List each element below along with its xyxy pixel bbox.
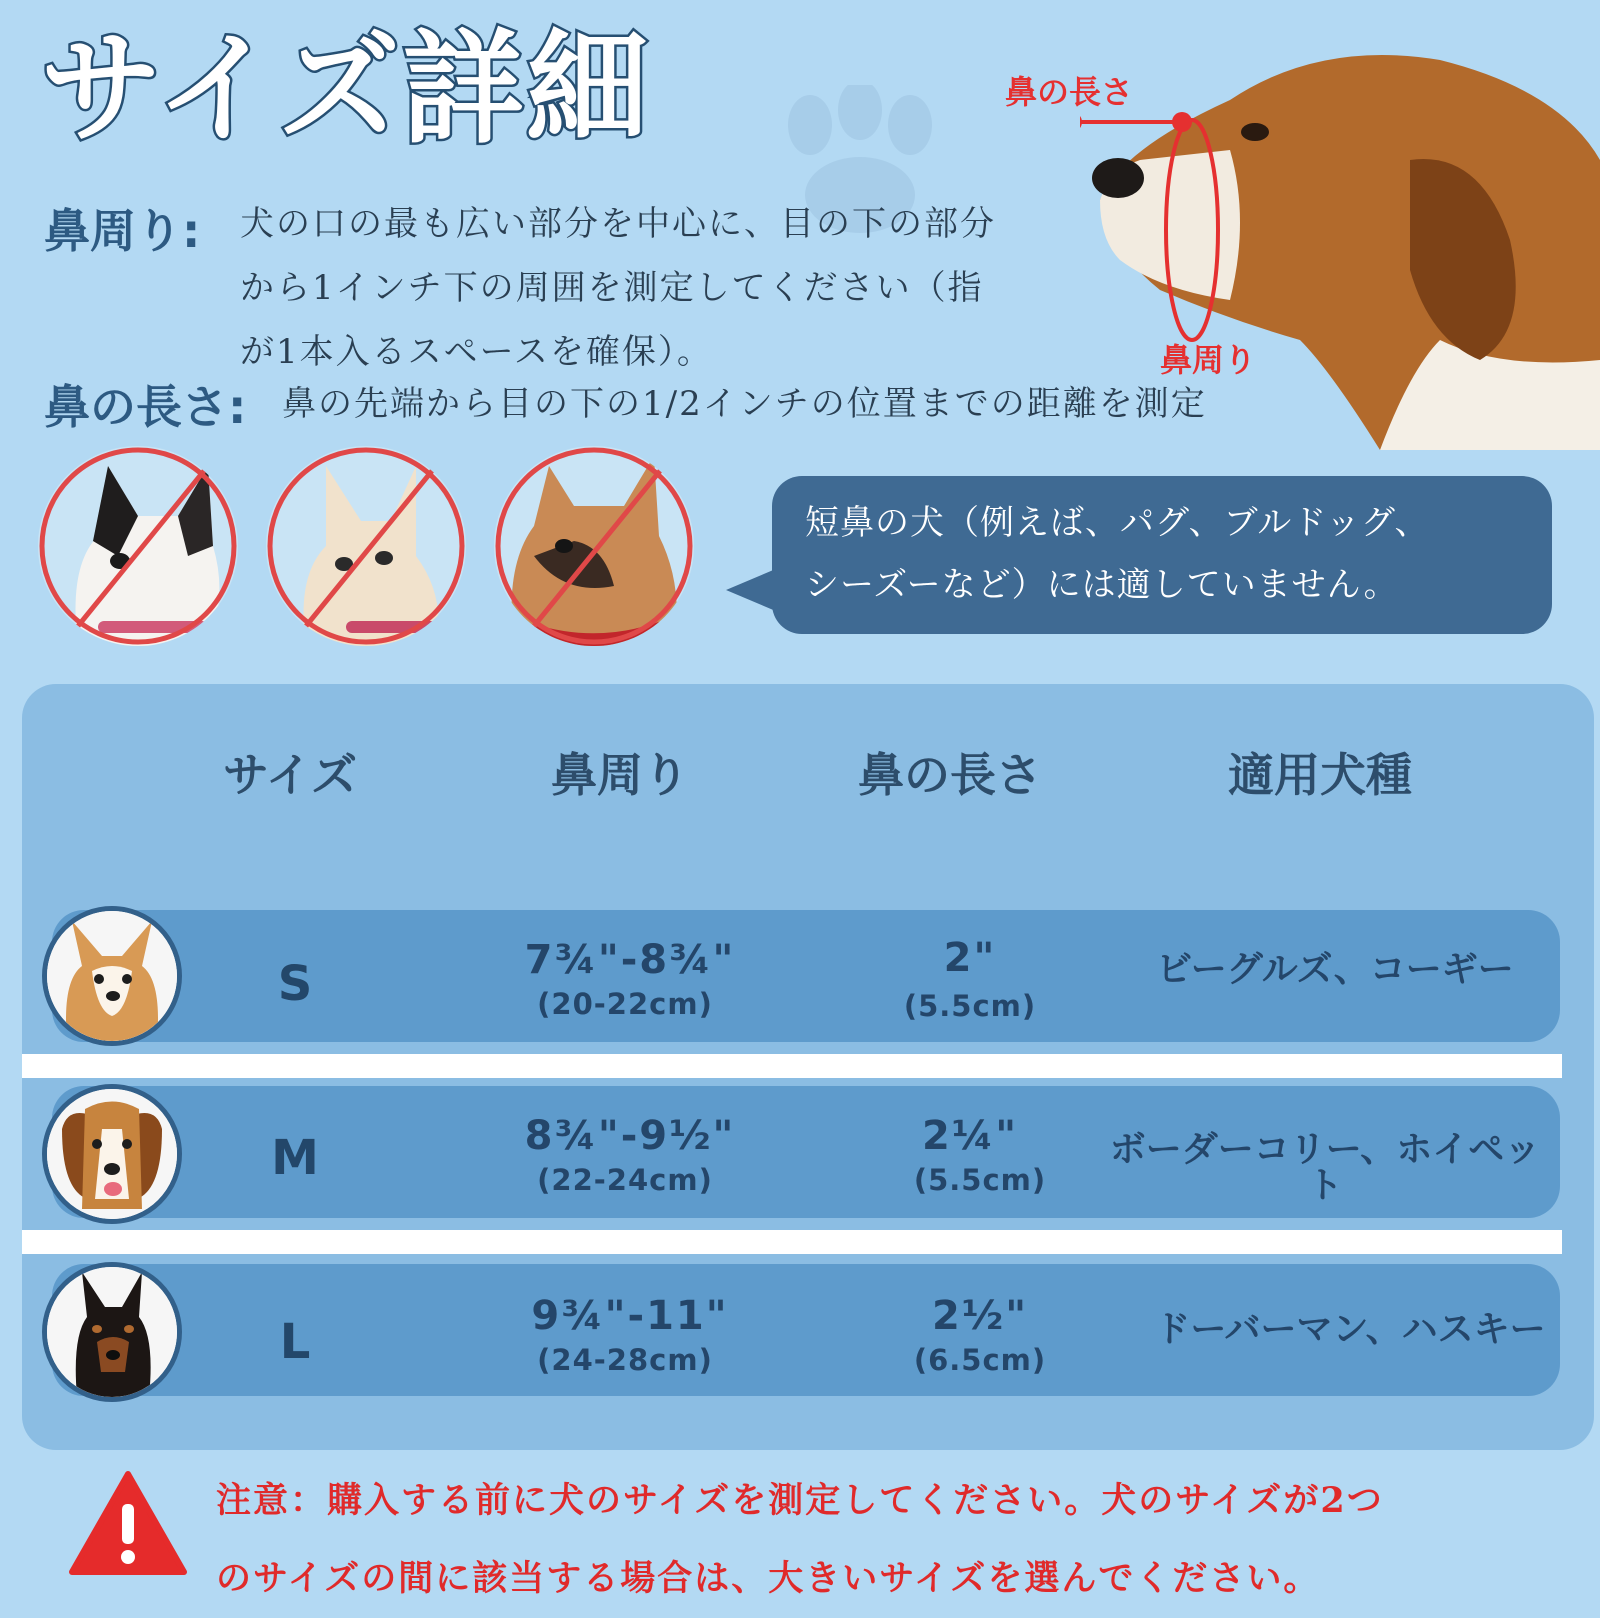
prohibited-dog-icon: [494, 446, 694, 646]
girth-l: 9¾"-11": [531, 1293, 729, 1339]
beagle-icon: [47, 1089, 177, 1219]
diagram-girth-label: 鼻周り: [1160, 341, 1257, 379]
frenchie-fawn-not-suitable: [494, 446, 694, 646]
girth-cm-s: (20-22cm): [537, 987, 713, 1021]
girth-s: 7¾"-8¾": [524, 937, 736, 983]
length-m: 2¼": [921, 1113, 1019, 1159]
header-size: サイズ: [222, 748, 358, 802]
not-suitable-message: [805, 492, 1545, 616]
muzzle-girth-line-1: 犬の口の最も広い部分を中心に、目の下の部分: [240, 204, 996, 244]
length-cm-m: (5.5cm): [913, 1163, 1047, 1197]
length-cm-l: (6.5cm): [913, 1343, 1047, 1377]
doberman-avatar: [42, 1262, 182, 1402]
beagle-avatar: [42, 1084, 182, 1224]
muzzle-girth-text: [240, 192, 1140, 384]
muzzle-girth-line-3: が1本入るスペースを確保）。: [240, 332, 713, 372]
girth-cm-l: (24-28cm): [537, 1343, 713, 1377]
notice-line-1: 注意：購入する前に犬のサイズを測定してください。犬のサイズが2つ: [216, 1480, 1384, 1521]
breeds-s: ビーグルズ、コーギー: [1156, 949, 1514, 990]
doberman-icon: [47, 1267, 177, 1397]
header-breeds: 適用犬種: [1228, 748, 1412, 802]
muzzle-length-label: 鼻の長さ:: [44, 380, 247, 434]
page-title: サイズ詳細: [40, 18, 651, 160]
chihuahua-not-suitable: [266, 446, 466, 646]
breeds-m: ボーダーコリー、ホイペット: [1109, 1129, 1541, 1206]
muzzle-girth-line-2: から1インチ下の周囲を測定してください（指: [240, 268, 984, 308]
muzzle-length-text: 鼻の先端から目の下の1/2インチの位置までの距離を測定: [282, 384, 1207, 424]
muzzle-girth-label: 鼻周り:: [44, 204, 201, 258]
prohibited-dog-icon: [38, 446, 238, 646]
notice-text: [216, 1462, 1586, 1618]
length-cm-s: (5.5cm): [903, 989, 1037, 1023]
corgi-icon: [47, 911, 177, 1041]
size-m: M: [271, 1130, 319, 1186]
beagle-measurement-illustration: [1080, 40, 1600, 450]
length-l: 2½": [931, 1293, 1029, 1339]
size-l: L: [279, 1314, 311, 1370]
breeds-l: ドーバーマン、ハスキー: [1154, 1309, 1546, 1350]
length-s: 2": [943, 935, 997, 981]
row-divider: [22, 1230, 1562, 1254]
header-length: 鼻の長さ: [858, 748, 1042, 802]
not-suitable-line-1: 短鼻の犬（例えば、パグ、ブルドッグ、: [805, 503, 1430, 543]
speech-bubble-tail: [726, 568, 778, 612]
diagram-length-label: 鼻の長さ: [1005, 73, 1134, 111]
corgi-avatar: [42, 906, 182, 1046]
warning-icon: [68, 1470, 188, 1576]
size-s: S: [277, 956, 313, 1012]
girth-cm-m: (22-24cm): [537, 1163, 713, 1197]
header-girth: 鼻周り: [551, 748, 689, 802]
prohibited-dog-icon: [266, 446, 466, 646]
row-divider: [22, 1054, 1562, 1078]
girth-m: 8¾"-9½": [524, 1113, 736, 1159]
notice-line-2: のサイズの間に該当する場合は、大きいサイズを選んでください。: [216, 1558, 1321, 1599]
not-suitable-line-2: シーズーなど）には適していません。: [805, 565, 1399, 605]
frenchie-black-white-not-suitable: [38, 446, 238, 646]
